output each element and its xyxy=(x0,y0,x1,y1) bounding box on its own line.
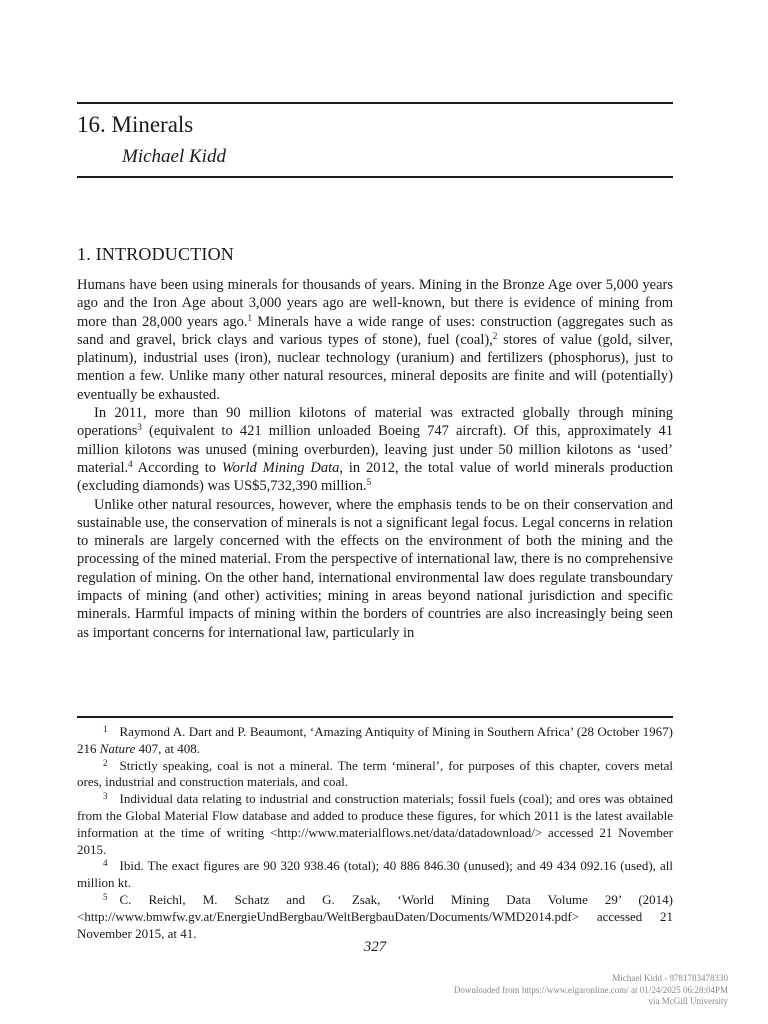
watermark-line-1: Michael Kidd - 9781783478330 xyxy=(612,973,728,983)
footnote-mark: 5 xyxy=(103,891,108,902)
page-number: 327 xyxy=(363,939,387,955)
footnote-text: Strictly speaking, coal is not a mineral. The term ‘mineral’, for purposes of this chapter, covers metal ores, industrial and construction materials, and coal. xyxy=(77,757,673,790)
paragraph-2-text-b: (equivalent to 421 million unloaded Boeing 747 aircraft). Of this, approximately 41 million kilotons was unused (mining overburden), leaving just under 50 million kilotons as ‘used’ material. xyxy=(77,423,673,476)
chapter-title: 16. Minerals xyxy=(77,112,194,137)
footnote-ref-5[interactable]: 5 xyxy=(366,477,372,488)
footnote-3 xyxy=(77,791,673,858)
footnote-text: Ibid. The exact figures are 90 320 938.46 (total); 40 886 846.30 (unused); and 49 434 092.16 (used), all million kt. xyxy=(77,858,673,891)
footnote-italic: Nature xyxy=(99,740,136,756)
footnote-ref-3[interactable]: 3 xyxy=(137,422,142,433)
paragraph-2-text-d: in 2012, the total value of world minerals production (excluding diamonds) was US$5,732,390 million. xyxy=(77,459,674,495)
footnote-2 xyxy=(77,758,673,792)
footnote-rule xyxy=(77,716,673,718)
footnote-1 xyxy=(77,724,673,758)
footnote-ref-4[interactable]: 4 xyxy=(128,458,133,469)
title-rule-bottom xyxy=(77,176,673,178)
paragraph-1-text-c: stores of value (gold, silver, platinum), industrial uses (iron), nuclear technology (uranium) and fertilizers (phosphorus), just to mention a few. Unlike many other natural resources, mineral deposits are finite and will (potentially) eventually be exhausted. xyxy=(77,331,673,403)
footnote-mark: 4 xyxy=(103,858,108,869)
body-text xyxy=(77,276,673,642)
paragraph-2-italic-title: World Mining Data, xyxy=(221,459,343,476)
paragraph-1 xyxy=(77,276,673,404)
title-rule-top xyxy=(77,102,673,104)
footnote-text: C. Reichl, M. Schatz and G. Zsak, ‘World Mining Data Volume 29’ (2014) <http://www.bmwfw.gv.at/EnergieUndBergbau/WeltBergbauDaten/Documents/WMD2014.pdf> accessed 21 November 2015, at 41. xyxy=(77,891,673,941)
footnote-text: Individual data relating to industrial and construction materials; fossil fuels (coal); and ores was obtained from the Global Material Flow database and added to produce these figures, for which 2011 is the latest available information at the time of writing <http://www.materialflows.net/data/datadownload/> accessed 21 November 2015. xyxy=(77,791,673,857)
section-heading: 1. INTRODUCTION xyxy=(77,244,234,264)
footnote-5 xyxy=(77,892,673,942)
paragraph-2-text-c: According to xyxy=(132,459,222,476)
watermark-line-2: Downloaded from https://www.elgaronline.com/ at 01/24/2025 06:28:04PM xyxy=(453,984,728,995)
download-watermark xyxy=(408,973,728,1008)
paragraph-1-text-a: Humans have been using minerals for thousands of years. Mining in the Bronze Age over 5,000 years ago and the Iron Age about 3,000 years ago are well-known, but there is evidence of mining from more than 28,000 years ago. xyxy=(77,277,673,330)
footnote-mark: 1 xyxy=(103,724,108,734)
footnote-mark: 3 xyxy=(103,791,108,802)
footnote-text: Raymond A. Dart and P. Beaumont, ‘Amazing Antiquity of Mining in Southern Africa’ (28 October 1967) 216 xyxy=(77,724,673,756)
footnote-mark: 2 xyxy=(103,757,108,768)
paragraph-2-text-a: In 2011, more than 90 million kilotons of material was extracted globally through mining operations xyxy=(77,405,673,440)
paragraph-1-text-b: Minerals have a wide range of uses: construction (aggregates such as sand and gravel, brick clays and various types of stone), fuel (coal), xyxy=(77,313,673,348)
footnote-4 xyxy=(77,858,673,892)
paragraph-3: Unlike other natural resources, however, where the emphasis tends to be on their conservation and sustainable use, the conservation of minerals is not a significant legal focus. Legal concerns in relation to minerals are largely concerned with the effects on the environment of both the mining and the processing of the mined material. From the perspective of international law, there is no comprehensive regulation of mining. On the other hand, international environmental law does regulate transboundary impacts of mining (and other) activities; mining in areas beyond national jurisdiction and specific minerals. Harmful impacts of mining within the borders of countries are also increasingly being seen as important concerns for international law, particularly in xyxy=(77,496,673,641)
watermark-line-3: via McGill University xyxy=(648,996,728,1006)
chapter-author: Michael Kidd xyxy=(122,146,226,167)
footnotes xyxy=(77,724,673,942)
footnote-text-end: 407, at 408. xyxy=(135,740,201,756)
paragraph-2 xyxy=(77,404,673,495)
footnote-ref-1[interactable]: 1 xyxy=(247,312,253,323)
footnote-ref-2[interactable]: 2 xyxy=(492,330,498,341)
